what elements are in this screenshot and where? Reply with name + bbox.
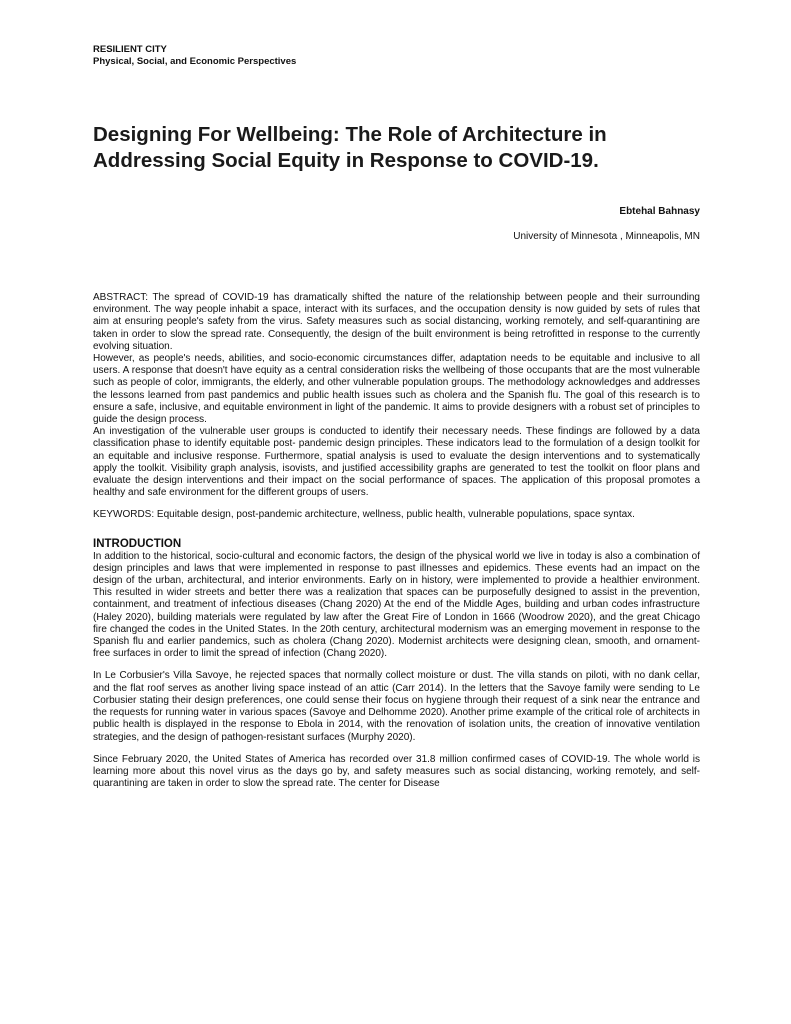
running-header (93, 44, 703, 68)
intro-paragraph-1: In addition to the historical, socio-cultural and economic factors, the design of the physical world we live in today is also a combination of design principles and laws that were implemented in response to past illnesses and epidemics. These events had an impact on the design of the urban, architectural, and interior environments. Early on in history, were implemented to provide a healthier environment. This resulted in wider streets and better there was a realization that spaces can be purposefully designed to assist in the prevention, containment, and treatment of infectious diseases (Chang 2020) At the end of the Middle Ages, building and urban codes infrastructure (Haley 2020), building materials were regulated by law after the Great Fire of London in 1666 (Woodrow 2020), and the great Chicago fire changed the codes in the United States. In the 20th century, architectural modernism was an emerging movement in response to the Spanish flu and earlier pandemics, such as cholera (Chang 2020). Modernist architects were designing clean, smooth, and ornament-free surfaces in order to limit the spread of infection (Chang 2020). (93, 550, 700, 660)
abstract-paragraph-3: An investigation of the vulnerable user groups is conducted to identify their necessary needs. These findings are followed by a data classification phase to identify equitable post- pandemic design principles. These indicators lead to the formulation of a design toolkit for an equitable and inclusive response. Furthermore, spatial analysis is used to evaluate the design interventions and to systematically apply the toolkit. Visibility graph analysis, isovists, and justified accessibility graphs are generated to test the toolkit on floor plans and evaluate the design interventions and their impact on the social performance of spaces. The application of this proposal promotes a healthy and safe environment for the different groups of users. (93, 426, 700, 499)
paper-title: Designing For Wellbeing: The Role of Architecture in Addressing Social Equity in Response to COVID-19. (93, 123, 607, 172)
intro-paragraph-3: Since February 2020, the United States of America has recorded over 31.8 million confirmed cases of COVID-19. The whole world is learning more about this novel virus as the days go by, and safety measures such as social distancing, working remotely, and self-quarantining are taken in order to slow the spread rate. The center for Disease (93, 753, 700, 790)
series-title: RESILIENT CITY (93, 44, 167, 55)
author-name: Ebtehal Bahnasy (619, 206, 700, 217)
paper-body (93, 292, 700, 790)
section-heading-introduction: INTRODUCTION (93, 537, 182, 550)
series-subtitle: Physical, Social, and Economic Perspectives (93, 56, 297, 67)
keywords: KEYWORDS: Equitable design, post-pandemic architecture, wellness, public health, vulnerable populations, space syntax. (93, 509, 635, 521)
abstract-paragraph-2: However, as people's needs, abilities, and socio-economic circumstances differ, adaptation needs to be equitable and inclusive to all users. A response that doesn't have equity as a central consideration risks the wellbeing of those occupants that are the most vulnerable such as people of color, immigrants, the elderly, and other vulnerable population groups. The methodology acknowledges and addresses the lessons learned from past pandemics and public health issues such as cholera and the Spanish flu. The goal of this research is to ensure a safe, inclusive, and equitable environment in light of the pandemic. It aims to provide designers with a robust set of principles to guide the design process. (93, 353, 700, 426)
author-affiliation: University of Minnesota , Minneapolis, MN (513, 231, 700, 242)
intro-paragraph-2: In Le Corbusier's Villa Savoye, he rejected spaces that normally collect moisture or dust. The villa stands on piloti, with no dank cellar, and the flat roof serves as another living space instead of an attic (Carr 2014). In the letters that the Savoye family were sending to Le Corbusier stating their design preferences, one could sense their focus on hygiene through their request of a sink near the entrance and the requests for running water in various spaces (Savoye and Delhomme 2020). Another prime example of the critical role of architects in public health is displayed in the response to Ebola in 2014, with the renovation of isolation units, the creation of innovative ventilation strategies, and the design of pathogen-resistant surfaces (Murphy 2020). (93, 670, 700, 743)
abstract-paragraph-1: ABSTRACT: The spread of COVID-19 has dramatically shifted the nature of the relationship between people and their surrounding environment. The way people inhabit a space, interact with its surfaces, and the occupation density is now guided by sets of rules that aim at ensuring people's safety from the virus. Safety measures such as social distancing, working remotely, and self-quarantining are taken in order to slow the spread rate. Consequently, the design of the built environment is being retrofitted in response to the currently evolving situation. (93, 292, 700, 352)
